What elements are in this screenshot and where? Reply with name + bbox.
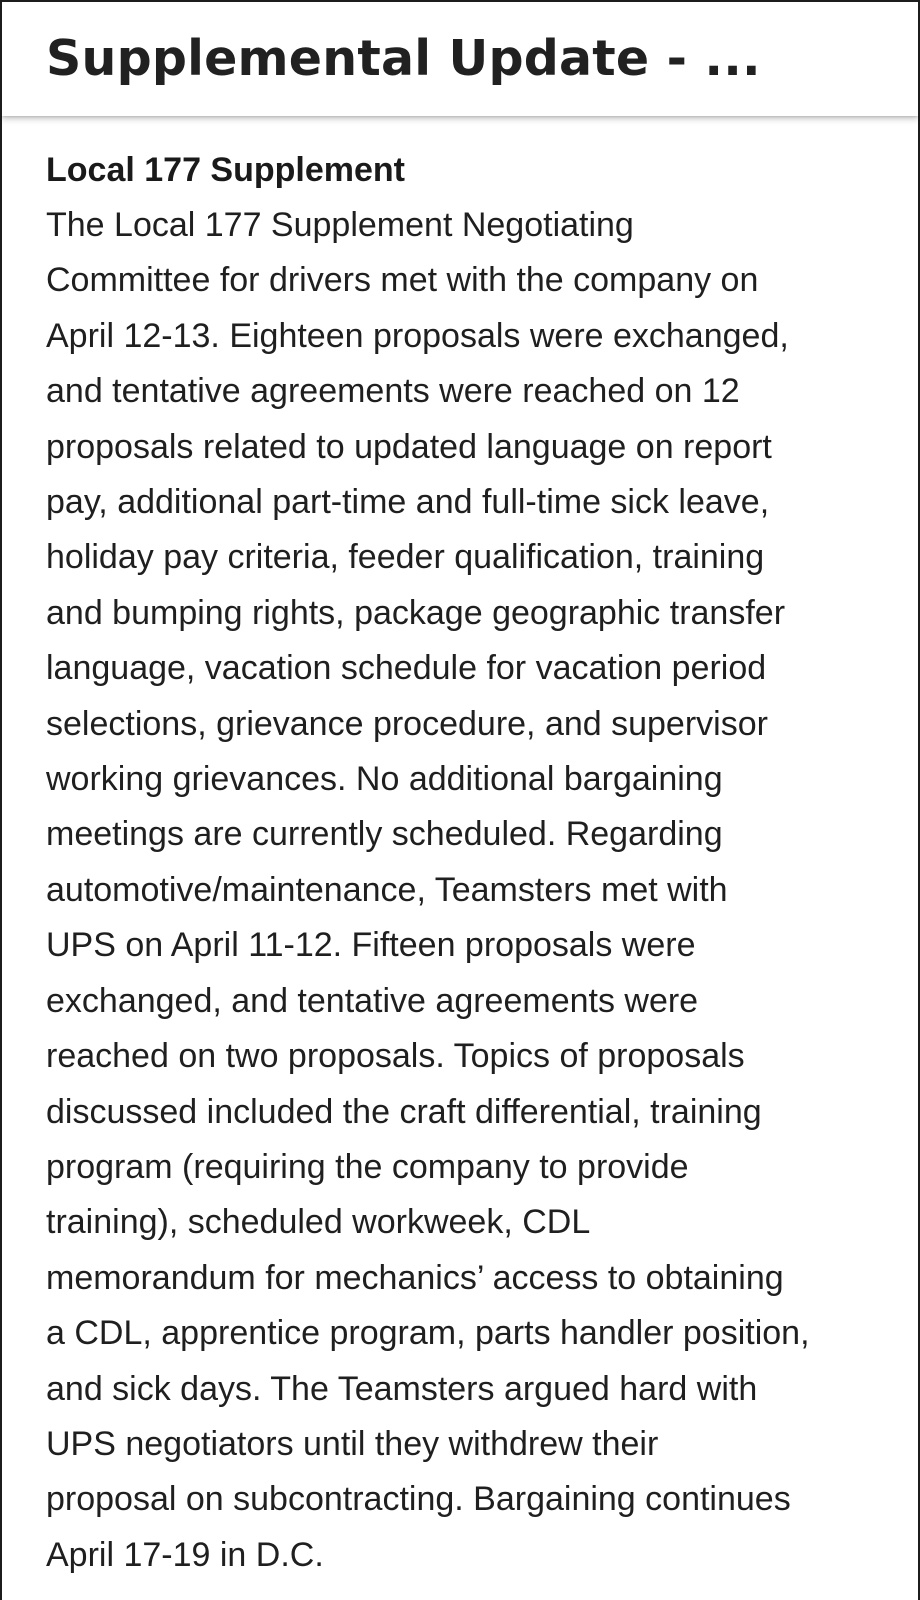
body-line: proposals related to updated language on report [46,427,772,466]
body-line: holiday pay criteria, feeder qualification, training [46,538,765,577]
section-heading: Local 177 Supplement [46,151,405,189]
body-line: UPS on April 11-12. Fifteen proposals were [46,926,696,965]
body-line: The Local 177 Supplement Negotiating [46,206,634,244]
body-line: automotive/maintenance, Teamsters met with [46,870,728,909]
body-line: and sick days. The Teamsters argued hard with [46,1369,758,1408]
body-line: language, vacation schedule for vacation period [46,649,767,688]
article-body [46,198,886,1583]
body-line: and tentative agreements were reached on 12 [46,372,740,411]
body-line: reached on two proposals. Topics of proposals [46,1037,745,1076]
body-line: meetings are currently scheduled. Regarding [46,815,723,854]
body-line: program (requiring the company to provide [46,1147,689,1186]
body-line: UPS negotiators until they withdrew their [46,1424,659,1463]
body-line: selections, grievance procedure, and supervisor [46,704,768,743]
body-line: April 12-13. Eighteen proposals were exchanged, [46,316,789,355]
body-line: exchanged, and tentative agreements were [46,981,699,1020]
body-line: and bumping rights, package geographic transfer [46,593,786,632]
body-line: a CDL, apprentice program, parts handler position, [46,1314,810,1353]
body-line: pay, additional part-time and full-time sick leave, [46,483,770,522]
body-line: Committee for drivers met with the company on [46,261,759,300]
body-line: April 17-19 in D.C. [46,1535,324,1574]
body-line: proposal on subcontracting. Bargaining continues [46,1480,791,1519]
app-bar [2,2,918,116]
body-line: memorandum for mechanics’ access to obtaining [46,1258,784,1297]
article-content [46,142,886,1583]
body-line: working grievances. No additional bargaining [46,760,723,799]
body-line: training), scheduled workweek, CDL [46,1203,591,1242]
page-title: Supplemental Update - ... [46,30,761,87]
body-line: discussed included the craft differential, training [46,1092,762,1131]
